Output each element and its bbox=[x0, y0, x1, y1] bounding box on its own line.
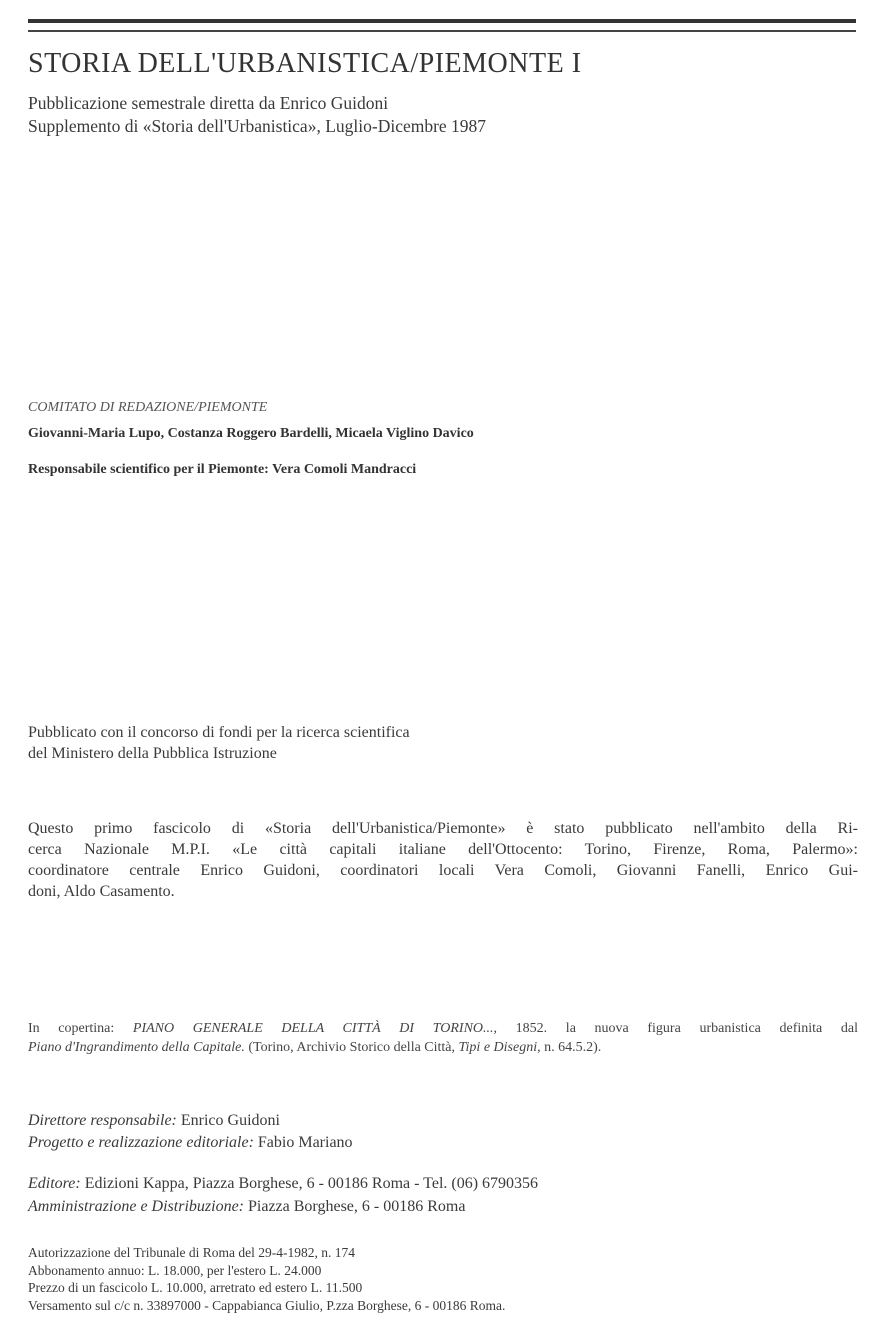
committee-heading: COMITATO DI REDAZIONE/PIEMONTE bbox=[28, 400, 268, 415]
project-name: Fabio Mariano bbox=[253, 1134, 353, 1151]
director-name: Enrico Guidoni bbox=[176, 1112, 280, 1129]
research-line-3: coordinatore centrale Enrico Guidoni, coordinatori locali Vera Comoli, Giovanni Fanelli, Enrico Gui- bbox=[28, 862, 858, 879]
cover-line-1 bbox=[28, 1019, 858, 1038]
credits-block bbox=[28, 1110, 858, 1154]
cover-caption bbox=[28, 1019, 858, 1057]
cover-series: Tipi e Disegni, bbox=[458, 1040, 541, 1055]
scientific-responsible: Responsabile scientifico per il Piemonte: Vera Comoli Mandracci bbox=[28, 462, 417, 477]
subtitle-line-2: Supplemento di «Storia dell'Urbanistica», Luglio-Dicembre 1987 bbox=[28, 116, 487, 136]
funding-line-1: Pubblicato con il concorso di fondi per la ricerca scientifica bbox=[28, 724, 410, 741]
top-rule-thin bbox=[28, 30, 856, 32]
administration-line bbox=[28, 1195, 858, 1218]
cover-work-title: PIANO GENERALE DELLA CITTÀ DI TORINO... bbox=[132, 1021, 494, 1036]
top-rule-thick bbox=[28, 19, 856, 23]
subtitle-block bbox=[28, 92, 858, 138]
editor-line bbox=[28, 1172, 858, 1195]
research-line-2: cerca Nazionale M.P.I. «Le città capitali italiane dell'Ottocento: Torino, Firenze, Roma, Palermo»: bbox=[28, 841, 858, 858]
payment-line: Versamento sul c/c n. 33897000 - Cappabianca Giulio, P.zza Borghese, 6 - 00186 Roma. bbox=[28, 1297, 506, 1313]
cover-prefix: In copertina: bbox=[28, 1021, 133, 1036]
page-title: STORIA DELL'URBANISTICA/PIEMONTE I bbox=[28, 48, 582, 79]
price-line: Prezzo di un fascicolo L. 10.000, arretrato ed estero L. 11.500 bbox=[28, 1280, 363, 1295]
subtitle-line-1: Pubblicazione semestrale diretta da Enrico Guidoni bbox=[28, 93, 389, 113]
publisher-block bbox=[28, 1172, 858, 1218]
administration-label: Amministrazione e Distribuzione: bbox=[28, 1198, 244, 1215]
funding-note bbox=[28, 722, 858, 764]
project-label: Progetto e realizzazione editoriale: bbox=[28, 1134, 254, 1151]
funding-line-2: del Ministero della Pubblica Istruzione bbox=[28, 745, 277, 762]
cover-archive-open: (Torino, Archivio Storico della Città, bbox=[244, 1040, 459, 1055]
editor-label: Editore: bbox=[28, 1175, 81, 1192]
research-note bbox=[28, 818, 858, 902]
research-line-4: doni, Aldo Casamento. bbox=[28, 883, 175, 900]
project-line bbox=[28, 1132, 858, 1154]
committee-members: Giovanni-Maria Lupo, Costanza Roggero Bardelli, Micaela Viglino Davico bbox=[28, 426, 474, 441]
legal-info-block bbox=[28, 1244, 858, 1314]
cover-archive-close: n. 64.5.2). bbox=[540, 1040, 602, 1055]
cover-after-title: , 1852. la nuova figura urbanistica definita dal bbox=[493, 1021, 858, 1036]
administration-value: Piazza Borghese, 6 - 00186 Roma bbox=[244, 1198, 466, 1215]
subscription-line: Abbonamento annuo: L. 18.000, per l'estero L. 24.000 bbox=[28, 1262, 322, 1278]
research-line-1: Questo primo fascicolo di «Storia dell'Urbanistica/Piemonte» è stato pubblicato nell'ambito della Ri- bbox=[28, 820, 858, 837]
editor-value: Edizioni Kappa, Piazza Borghese, 6 - 00186 Roma - Tel. (06) 6790356 bbox=[80, 1175, 539, 1192]
cover-plan-title: Piano d'Ingrandimento della Capitale. bbox=[28, 1040, 245, 1055]
authorization-line: Autorizzazione del Tribunale di Roma del 29-4-1982, n. 174 bbox=[28, 1245, 355, 1260]
director-label: Direttore responsabile: bbox=[28, 1112, 177, 1129]
cover-line-2 bbox=[28, 1038, 858, 1057]
director-line bbox=[28, 1110, 858, 1132]
